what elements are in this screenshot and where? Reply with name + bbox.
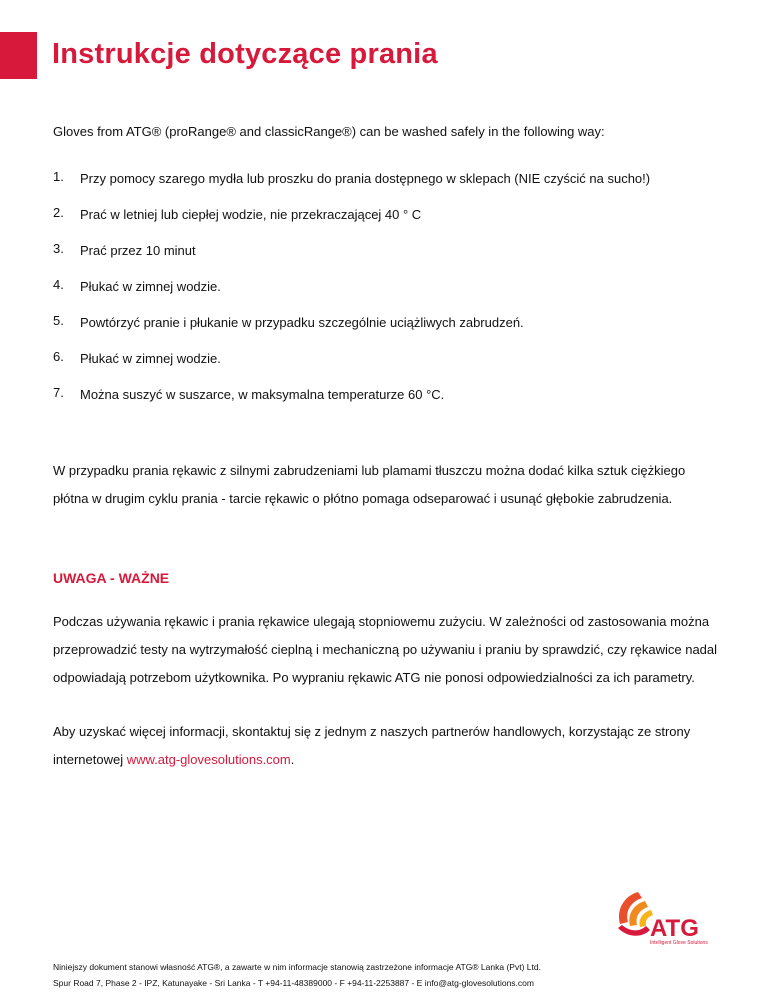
list-item — [53, 380, 693, 410]
intro-text: Gloves from ATG® (proRange® and classicRange®) can be washed safely in the following way: — [53, 124, 605, 139]
list-item — [53, 272, 693, 302]
heavy-soiling-paragraph: W przypadku prania rękawic z silnymi zabrudzeniami lub plamami tłuszczu można dodać kilka sztuk ciężkiego płótna w drugim cyklu prania - tarcie rękawic o płótno pomaga odseparować i usunąć głębokie zabrudzenia. — [53, 463, 686, 506]
warning-heading: UWAGA - WAŻNE — [53, 570, 170, 586]
step-number: 6. — [53, 349, 64, 364]
step-text: Płukać w zimnej wodzie. — [80, 351, 221, 366]
washing-steps-list — [53, 164, 693, 416]
website-link[interactable]: www.atg-glovesolutions.com — [126, 752, 291, 767]
title-accent-bar — [0, 32, 37, 79]
step-number: 5. — [53, 313, 64, 328]
step-number: 1. — [53, 169, 64, 184]
contact-text-end: . — [290, 752, 295, 767]
step-number: 3. — [53, 241, 64, 256]
step-number: 7. — [53, 385, 64, 400]
step-text: Płukać w zimnej wodzie. — [80, 279, 221, 294]
list-item — [53, 344, 693, 374]
step-number: 2. — [53, 205, 64, 220]
contact-text: Aby uzyskać więcej informacji, skontaktuj się z jednym z naszych partnerów handlowych, korzystając ze strony internetowej — [53, 724, 691, 767]
logo-tagline: Intelligent Glove Solutions — [650, 940, 708, 946]
warning-paragraph: Podczas używania rękawic i prania rękawice ulegają stopniowemu zużyciu. W zależności od zastosowania można przeprowadzić testy na wytrzymałość cieplną i mechaniczną po używaniu i praniu by sprawdzić, czy rękawice nadal odpowiadają potrzebom użytkownika. Po wypraniu rękawic ATG nie ponosi odpowiedzialności za ich parametry. — [53, 614, 718, 685]
step-text: Prać przez 10 minut — [80, 243, 196, 258]
list-item — [53, 236, 693, 266]
list-item — [53, 200, 693, 230]
list-item — [53, 308, 693, 338]
step-text: Powtórzyć pranie i płukanie w przypadku szczególnie uciążliwych zabrudzeń. — [80, 315, 524, 330]
list-item — [53, 164, 693, 194]
step-text: Przy pomocy szarego mydła lub proszku do prania dostępnego w sklepach (NIE czyścić na sucho!) — [80, 171, 651, 186]
logo-swoosh-icon — [618, 892, 653, 936]
page-title: Instrukcje dotyczące prania — [52, 38, 438, 70]
contact-paragraph — [53, 718, 723, 774]
footer-address: Spur Road 7, Phase 2 - IPZ, Katunayake - Sri Lanka - T +94-11-48389000 - F +94-11-2253887 - E info@atg-glovesolutions.com — [53, 978, 534, 988]
footer-ownership: Niniejszy dokument stanowi własność ATG®, a zawarte w nim informacje stanowią zastrzeżone informacje ATG® Lanka (Pvt) Ltd. — [53, 962, 541, 972]
step-text: Można suszyć w suszarce, w maksymalna temperaturze 60 °C. — [80, 387, 445, 402]
step-text: Prać w letniej lub ciepłej wodzie, nie przekraczającej 40 ° C — [80, 207, 422, 222]
logo-wordmark: ATG — [650, 915, 699, 942]
step-number: 4. — [53, 277, 64, 292]
